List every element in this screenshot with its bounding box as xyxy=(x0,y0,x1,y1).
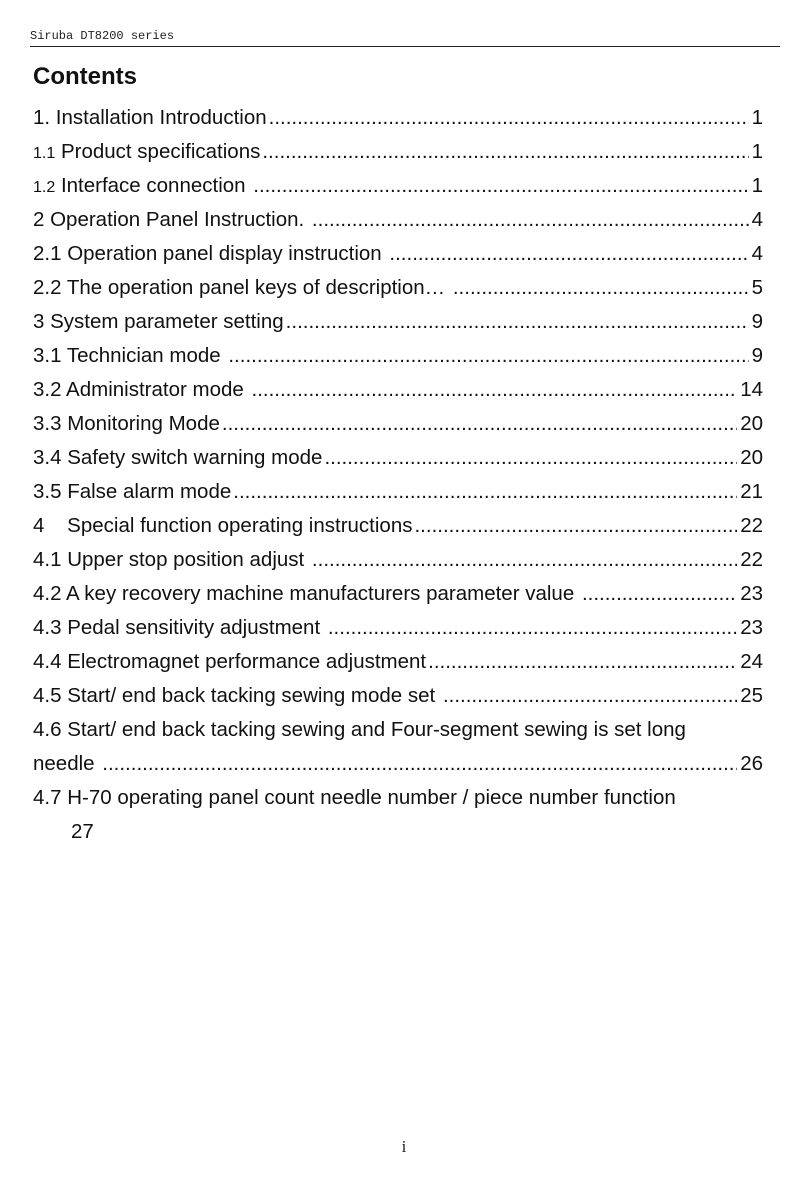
toc-entry-label: 2 Operation Panel Instruction. xyxy=(33,208,310,231)
toc-entry-page: 24 xyxy=(740,650,763,673)
toc-entry-page: 9 xyxy=(751,344,763,367)
toc-entry-page: 5 xyxy=(751,276,763,299)
toc-entry[interactable] xyxy=(33,441,763,475)
toc-entry[interactable] xyxy=(33,713,763,781)
toc-entry-label: 3.5 False alarm mode xyxy=(33,480,232,503)
running-header: Siruba DT8200 series xyxy=(30,29,175,43)
toc-entry-label: 4 Special function operating instructions xyxy=(33,514,413,537)
toc-dot-leader xyxy=(102,752,737,776)
toc-entry-page: 26 xyxy=(740,752,763,775)
toc-dot-leader xyxy=(328,616,737,640)
toc-entry[interactable] xyxy=(33,373,763,407)
toc-title: Contents xyxy=(33,63,137,90)
toc-entry-label: 1.2 Interface connection xyxy=(33,174,252,197)
toc-entry-page: 22 xyxy=(740,514,763,537)
toc-entry-label: 3 System parameter setting xyxy=(33,310,284,333)
toc-entry[interactable] xyxy=(33,271,763,305)
toc-entry-label: 4.6 Start/ end back tacking sewing and Four-segment sewing is set long xyxy=(33,718,686,741)
toc-entry-label: 2.2 The operation panel keys of description… xyxy=(33,276,451,299)
toc-dot-leader xyxy=(389,242,748,266)
toc-entry-label: 3.4 Safety switch warning mode xyxy=(33,446,323,469)
toc-entry[interactable] xyxy=(33,475,763,509)
toc-entry-number: 1.1 xyxy=(33,145,56,162)
toc-entry[interactable] xyxy=(33,611,763,645)
toc-entry-label: 4.1 Upper stop position adjust xyxy=(33,548,310,571)
header-rule xyxy=(30,46,780,47)
toc-entry[interactable] xyxy=(33,509,763,543)
toc-entry-label: 4.7 H-70 operating panel count needle number / piece number function xyxy=(33,786,676,809)
table-of-contents xyxy=(33,101,763,849)
toc-entry-number: 1.2 xyxy=(33,179,56,196)
toc-entry[interactable] xyxy=(33,577,763,611)
toc-entry[interactable] xyxy=(33,339,763,373)
toc-entry-label: 3.1 Technician mode xyxy=(33,344,227,367)
toc-dot-leader xyxy=(428,650,737,674)
toc-entry-page: 1 xyxy=(751,140,763,163)
toc-dot-leader xyxy=(233,480,737,504)
toc-dot-leader xyxy=(443,684,737,708)
toc-dot-leader xyxy=(324,446,737,470)
toc-entry[interactable] xyxy=(33,407,763,441)
page-number: i xyxy=(401,1137,407,1156)
toc-entry-page: 20 xyxy=(740,412,763,435)
toc-entry-page: 14 xyxy=(740,378,763,401)
toc-entry[interactable] xyxy=(33,305,763,339)
toc-entry-page: 21 xyxy=(740,480,763,503)
toc-entry-page: 20 xyxy=(740,446,763,469)
toc-entry-label: 4.4 Electromagnet performance adjustment xyxy=(33,650,427,673)
toc-dot-leader xyxy=(252,378,738,402)
toc-entry-page: 22 xyxy=(740,548,763,571)
toc-dot-leader xyxy=(269,106,749,130)
toc-entry-page: 4 xyxy=(751,208,763,231)
toc-entry[interactable] xyxy=(33,543,763,577)
toc-dot-leader xyxy=(453,276,749,300)
toc-entry-label: 3.2 Administrator mode xyxy=(33,378,250,401)
toc-dot-leader xyxy=(228,344,748,368)
toc-entry-continuation xyxy=(33,747,763,781)
toc-entry[interactable] xyxy=(33,645,763,679)
toc-entry-page: 1 xyxy=(751,174,763,197)
toc-dot-leader xyxy=(414,514,737,538)
toc-dot-leader xyxy=(582,582,737,606)
toc-entry-page: 27 xyxy=(71,820,94,843)
toc-dot-leader xyxy=(222,412,737,436)
toc-entry[interactable] xyxy=(33,679,763,713)
toc-entry-page: 1 xyxy=(751,106,763,129)
toc-entry-page: 23 xyxy=(740,582,763,605)
toc-entry-label: 1. Installation Introduction xyxy=(33,106,267,129)
toc-entry-label-continued: needle xyxy=(33,752,101,775)
toc-entry-page: 4 xyxy=(751,242,763,265)
toc-entry[interactable] xyxy=(33,101,763,135)
toc-entry-label: 1.1 Product specifications xyxy=(33,140,261,163)
toc-entry-label: 4.2 A key recovery machine manufacturers parameter value xyxy=(33,582,580,605)
toc-dot-leader xyxy=(312,548,737,572)
toc-dot-leader xyxy=(286,310,749,334)
toc-entry[interactable] xyxy=(33,237,763,271)
toc-entry-page: 23 xyxy=(740,616,763,639)
toc-entry-label: 2.1 Operation panel display instruction xyxy=(33,242,388,265)
toc-dot-leader xyxy=(262,140,748,164)
toc-entry-label: 4.5 Start/ end back tacking sewing mode set xyxy=(33,684,441,707)
toc-entry-label: 4.3 Pedal sensitivity adjustment xyxy=(33,616,326,639)
toc-dot-leader xyxy=(253,174,748,198)
toc-entry-page: 9 xyxy=(751,310,763,333)
toc-entry-page: 25 xyxy=(740,684,763,707)
toc-entry[interactable] xyxy=(33,135,763,169)
toc-dot-leader xyxy=(312,208,749,232)
toc-entry[interactable] xyxy=(33,169,763,203)
toc-entry[interactable] xyxy=(33,781,763,849)
toc-entry-label: 3.3 Monitoring Mode xyxy=(33,412,220,435)
toc-entry[interactable] xyxy=(33,203,763,237)
